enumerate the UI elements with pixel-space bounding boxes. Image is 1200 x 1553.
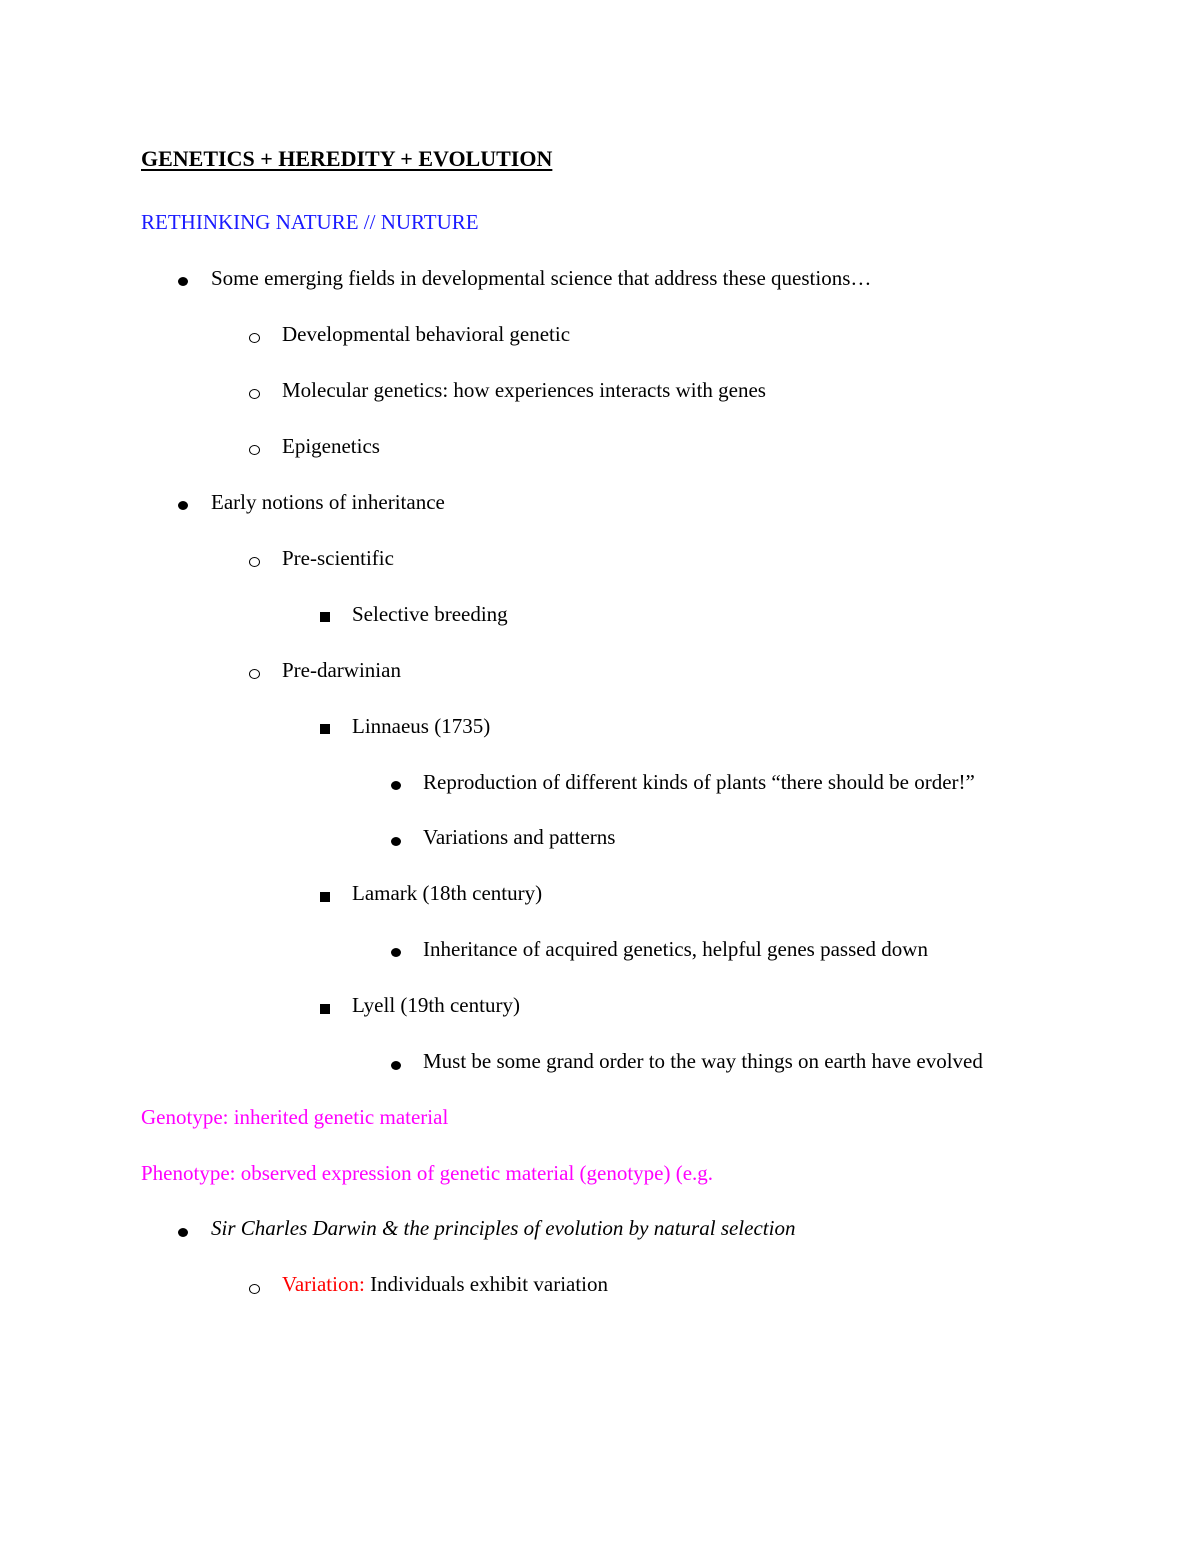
bullet-disc-icon <box>178 501 188 510</box>
bullet-disc-icon <box>178 277 188 286</box>
list-item: Developmental behavioral genetic <box>282 322 571 346</box>
bullet-disc-icon <box>391 781 401 790</box>
bullet-disc-icon <box>178 1228 188 1237</box>
list-item: Early notions of inheritance <box>211 490 445 514</box>
list-item: Linnaeus (1735) <box>352 714 491 738</box>
list-item: Lyell (19th century) <box>352 993 520 1017</box>
bullet-circle-icon <box>249 1284 260 1294</box>
phenotype-definition: Phenotype: observed expression of genetic material (genotype) (e.g. <box>141 1161 714 1185</box>
list-item: Lamark (18th century) <box>352 881 543 905</box>
bullet-circle-icon <box>249 445 260 455</box>
list-item: Pre-darwinian <box>282 658 401 682</box>
list-item: Selective breeding <box>352 602 508 626</box>
list-item: Epigenetics <box>282 434 380 458</box>
bullet-disc-icon <box>391 1061 401 1070</box>
document-title: GENETICS + HEREDITY + EVOLUTION <box>141 146 553 171</box>
list-item: Must be some grand order to the way things on earth have evolved <box>423 1049 983 1073</box>
bullet-square-icon <box>320 892 330 902</box>
bullet-circle-icon <box>249 557 260 567</box>
list-item: Variations and patterns <box>423 825 616 849</box>
bullet-square-icon <box>320 1004 330 1014</box>
list-item <box>282 1270 608 1298</box>
list-item: Pre-scientific <box>282 546 394 570</box>
variation-text: Individuals exhibit variation <box>364 1272 609 1296</box>
list-item: Sir Charles Darwin & the principles of evolution by natural selection <box>211 1216 796 1240</box>
bullet-disc-icon <box>391 837 401 846</box>
list-item: Inheritance of acquired genetics, helpful genes passed down <box>423 937 928 961</box>
bullet-square-icon <box>320 724 330 734</box>
list-item: Reproduction of different kinds of plants “there should be order!” <box>423 770 975 794</box>
bullet-circle-icon <box>249 333 260 343</box>
bullet-circle-icon <box>249 669 260 679</box>
list-item: Some emerging fields in developmental science that address these questions… <box>211 266 872 290</box>
bullet-square-icon <box>320 612 330 622</box>
variation-term: Variation: <box>282 1272 365 1296</box>
bullet-circle-icon <box>249 389 260 399</box>
section-heading: RETHINKING NATURE // NURTURE <box>141 210 479 234</box>
list-item: Molecular genetics: how experiences interacts with genes <box>282 378 766 402</box>
bullet-disc-icon <box>391 948 401 957</box>
genotype-definition: Genotype: inherited genetic material <box>141 1105 449 1129</box>
